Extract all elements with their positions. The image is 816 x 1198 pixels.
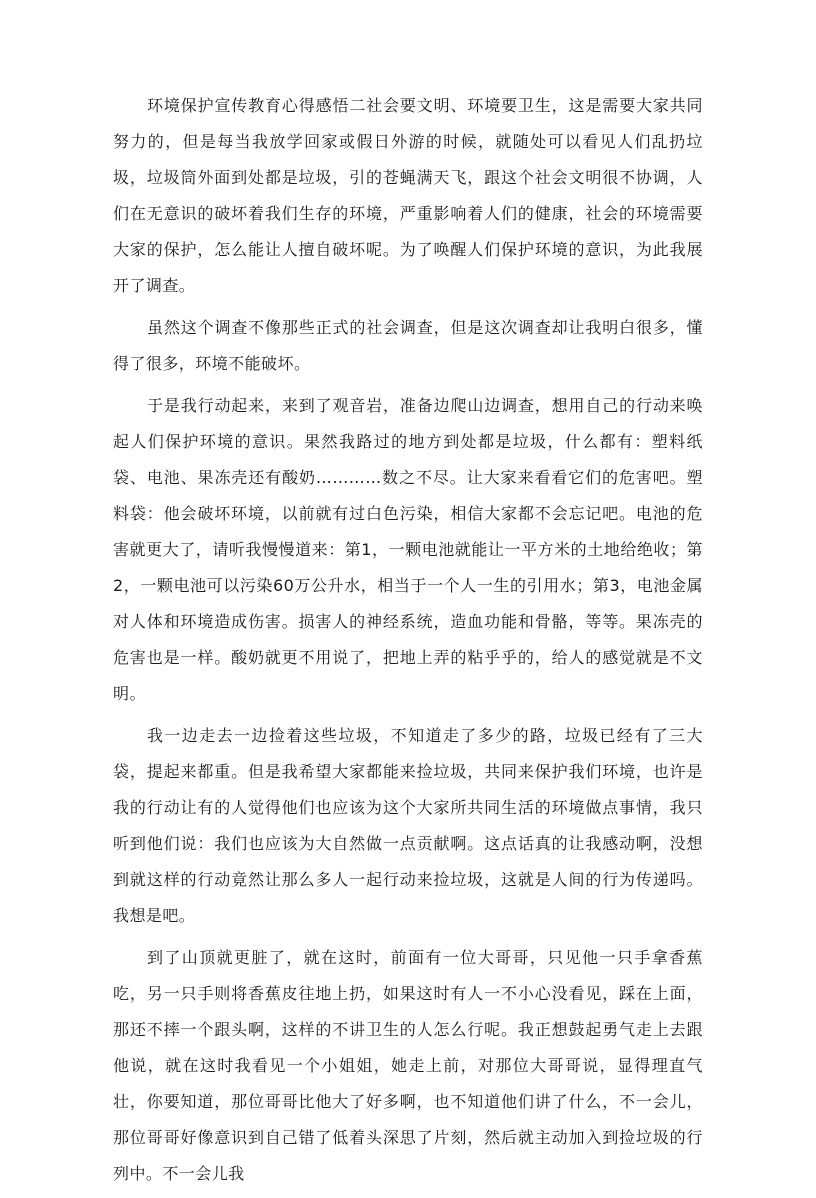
paragraph-2: 虽然这个调查不像那些正式的社会调查，但是这次调查却让我明白很多，懂得了很多，环境不能破坏。 bbox=[113, 318, 703, 373]
document-body bbox=[113, 88, 703, 1198]
paragraph-4: 我一边走去一边捡着这些垃圾，不知道走了多少的路，垃圾已经有了三大袋，提起来都重。但是我希望大家都能来捡垃圾，共同来保护我们环境，也许是我的行动让有的人觉得他们也应该为这个大家所共同生活的环境做点事情，我只听到他们说：我们也应该为大自然做一点贡献啊。这点话真的让我感动啊，没想到就这样的行动竟然让那么多人一起行动来捡垃圾，这就是人间的行为传递吗。我想是吧。 bbox=[113, 726, 703, 925]
paragraph-5: 到了山顶就更脏了，就在这时，前面有一位大哥哥，只见他一只手拿香蕉吃，另一只手则将香蕉皮往地上扔，如果这时有人一不小心没看见，踩在上面，那还不摔一个跟头啊，这样的不讲卫生的人怎么行呢。我正想鼓起勇气走上去跟他说，就在这时我看见一个小姐姐，她走上前，对那位大哥哥说，显得理直气壮，你要知道，那位哥哥比他大了好多啊，也不知道他们讲了什么，不一会儿，那位哥哥好像意识到自己错了低着头深思了片刻，然后就主动加入到捡垃圾的行列中。不一会儿我 bbox=[113, 948, 703, 1183]
paragraph-1: 环境保护宣传教育心得感悟二社会要文明、环境要卫生，这是需要大家共同努力的，但是每当我放学回家或假日外游的时候，就随处可以看见人们乱扔垃圾，垃圾筒外面到处都是垃圾，引的苍蝇满天飞，跟这个社会文明很不协调，人们在无意识的破坏着我们生存的环境，严重影响着人们的健康，社会的环境需要大家的保护，怎么能让人擅自破坏呢。为了唤醒人们保护环境的意识，为此我展开了调查。 bbox=[113, 96, 703, 295]
paragraph-3: 于是我行动起来，来到了观音岩，准备边爬山边调查，想用自己的行动来唤起人们保护环境的意识。果然我路过的地方到处都是垃圾，什么都有：塑料纸袋、电池、果冻壳还有酸奶…………数之不尽。让大家来看看它们的危害吧。塑料袋：他会破坏环境，以前就有过白色污染，相信大家都不会忘记吧。电池的危害就更大了，请听我慢慢道来：第1，一颗电池就能让一平方米的土地给绝收；第2，一颗电池可以污染60万公升水，相当于一个人一生的引用水；第3，电池金属对人体和环境造成伤害。损害人的神经系统，造血功能和骨骼，等等。果冻壳的危害也是一样。酸奶就更不用说了，把地上弄的粘乎乎的，给人的感觉就是不文明。 bbox=[113, 396, 703, 703]
